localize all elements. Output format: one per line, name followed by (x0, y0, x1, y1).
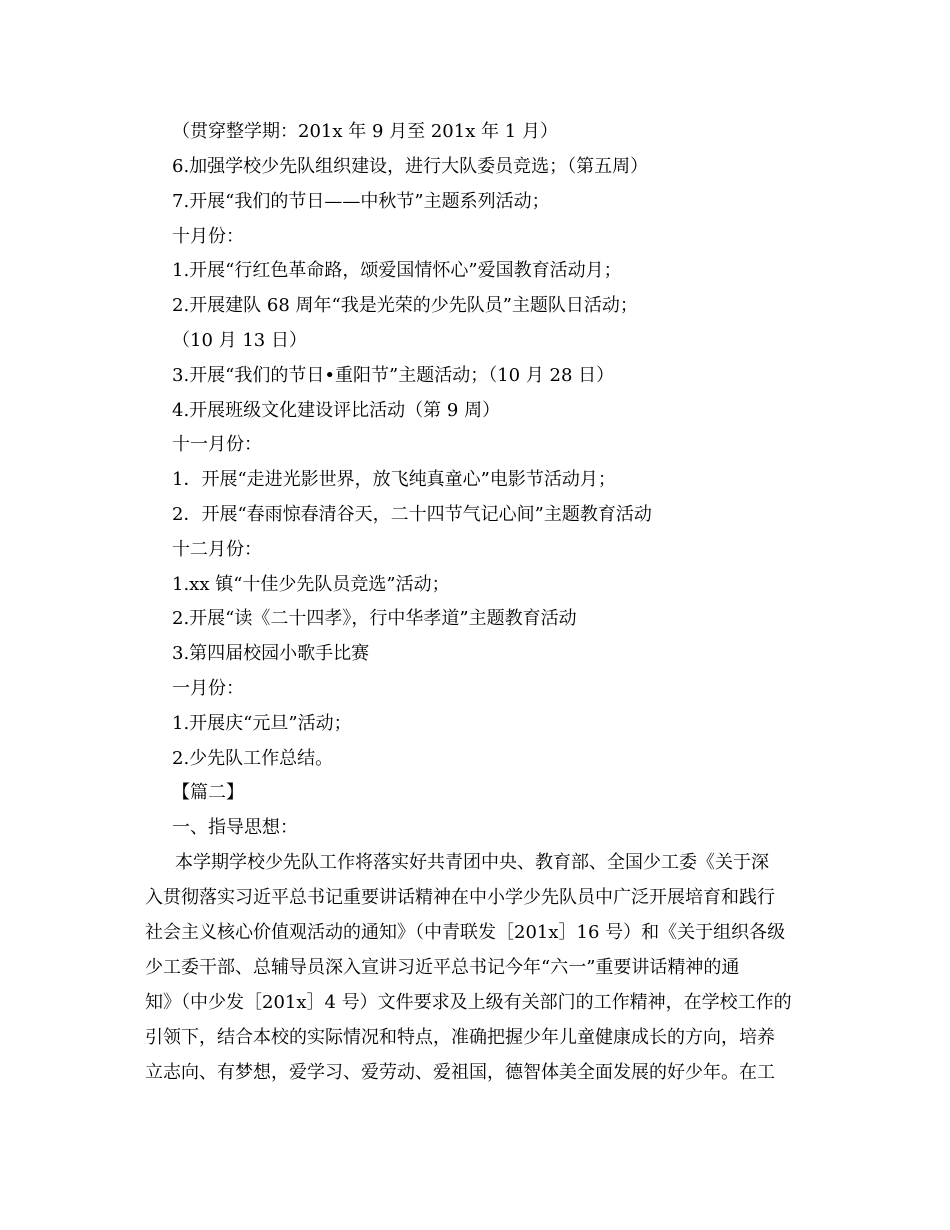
text-line: 7.开展“我们的节日——中秋节”主题系列活动； (172, 191, 550, 212)
text-line: 1.xx 镇“十佳少先队员竞选”活动； (172, 574, 450, 595)
text-line: 2.少先队工作总结。 (172, 748, 334, 769)
text-line: 2.开展建队 68 周年“我是光荣的少先队员”主题队日活动； (172, 295, 638, 316)
paragraph-line: 知》（中少发［201x］4 号）文件要求及上级有关部门的工作精神，在学校工作的 (145, 992, 792, 1013)
paragraph-line: 本学期学校少先队工作将落实好共青团中央、教育部、全国少工委《关于深 (175, 852, 769, 873)
section-heading-december: 十二月份： (172, 539, 262, 560)
paragraph-line: 引领下，结合本校的实际情况和特点，准确把握少年儿童健康成长的方向，培养 (145, 1027, 775, 1048)
paragraph-line: 少工委干部、总辅导员深入宣讲习近平总书记今年“六一”重要讲话精神的通 (145, 957, 740, 978)
text-line: 1.开展“行红色革命路，颂爱国情怀心”爱国教育活动月； (172, 260, 622, 281)
text-line: （贯穿整学期：201x 年 9 月至 201x 年 1 月） (172, 121, 558, 142)
text-line: 3.开展“我们的节日•重阳节”主题活动；（10 月 28 日） (172, 365, 615, 386)
text-line: 2.开展“读《二十四孝》，行中华孝道”主题教育活动 (172, 608, 577, 629)
text-line: 6.加强学校少先队组织建设，进行大队委员竞选；（第五周） (172, 156, 649, 177)
part-heading: 【篇二】 (172, 782, 244, 803)
text-line: 4.开展班级文化建设评比活动（第 9 周） (172, 400, 501, 421)
section-heading-october: 十月份： (172, 226, 244, 247)
text-line: 1．开展“走进光影世界，放飞纯真童心”电影节活动月； (172, 469, 616, 490)
text-line: 2．开展“春雨惊春清谷天，二十四节气记心间”主题教育活动 (172, 504, 652, 525)
section-heading-november: 十一月份： (172, 434, 262, 455)
body-paragraph (145, 845, 810, 1090)
paragraph-line: 社会主义核心价值观活动的通知》（中青联发［201x］16 号）和《关于组织各级 (145, 922, 786, 943)
paragraph-line: 入贯彻落实习近平总书记重要讲话精神在中小学少先队员中广泛开展培育和践行 (145, 887, 775, 908)
text-line: 3.第四届校园小歌手比赛 (172, 643, 370, 664)
subsection-heading: 一、指导思想： (172, 817, 298, 838)
section-heading-january: 一月份： (172, 678, 244, 699)
text-line: 1.开展庆“元旦”活动； (172, 713, 352, 734)
text-line: （10 月 13 日） (172, 330, 307, 351)
paragraph-line: 立志向、有梦想，爱学习、爱劳动、爱祖国，德智体美全面发展的好少年。在工 (145, 1062, 775, 1083)
